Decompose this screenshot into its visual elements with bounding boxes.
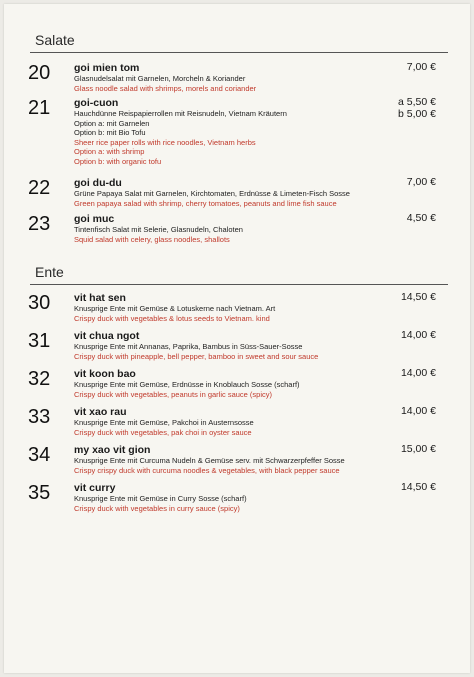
item-number: 32 [28,368,51,390]
item-price: 7,00 € [406,61,436,73]
item-description-en: Crispy duck with vegetables & lotus seeds to Vietnam. kind [74,313,270,323]
item-option-en: Option a: with shrimp [74,147,145,156]
item-description-en: Crispy duck with vegetables, pak choi in oyster sauce [74,427,252,437]
item-name: goi mien tom [74,62,140,74]
item-name: goi muc [74,213,115,225]
item-number: 35 [28,482,51,504]
item-price: 15,00 € [400,443,436,455]
item-description-en: Crispy duck with pineapple, bell pepper, bamboo in sweet and sour sauce [74,351,319,361]
item-description-de: Knusprige Ente mit Annanas, Paprika, Bambus in Süss-Sauer-Sosse [74,342,303,351]
item-description-de: Grüne Papaya Salat mit Garnelen, Kirchtomaten, Erdnüsse & Limeten-Fisch Sosse [74,189,350,198]
item-price: 14,50 € [400,291,436,303]
item-description-en: Sheer rice paper rolls with rice noodles, Vietnam herbs [74,137,256,147]
item-option-de: Option b: mit Bio Tofu [74,128,146,137]
item-price: 7,00 € [406,176,436,188]
item-description-de: Knusprige Ente mit Gemüse & Lotuskerne nach Vietnam. Art [74,304,276,313]
item-price: 14,50 € [400,481,436,493]
item-name: vit hat sen [74,292,126,304]
item-name: goi du-du [74,177,122,189]
item-number: 23 [28,213,51,235]
item-description-en: Squid salad with celery, glass noodles, shallots [74,234,230,244]
item-description-de: Glasnudelsalat mit Garnelen, Morcheln & Koriander [74,74,246,83]
item-number: 34 [28,444,51,466]
item-option-en: Option b: with organic tofu [74,156,162,166]
item-description-en: Glass noodle salad with shrimps, morels and coriander [74,83,257,93]
item-description-de: Hauchdünne Reispapierrollen mit Reisnudeln, Vietnam Kräutern [74,109,287,118]
item-name: vit koon bao [74,368,136,380]
item-name: vit curry [74,482,116,494]
item-description-en: Crispy crispy duck with curcuma noodles & vegetables, with black pepper sauce [74,465,340,475]
item-description-en: Crispy duck with vegetables, peanuts in garlic sauce (spicy) [74,389,273,399]
item-name: goi-cuon [74,97,119,109]
section-divider [30,52,448,53]
item-description-de: Knusprige Ente mit Curcuma Nudeln & Gemüse serv. mit Schwarzerpfeffer Sosse [74,456,345,465]
section-title-salate: Salate [35,32,75,48]
item-price: 14,00 € [400,329,436,341]
item-name: vit chua ngot [74,330,140,342]
item-description-en: Crispy duck with vegetables in curry sauce (spicy) [74,503,240,513]
item-name: vit xao rau [74,406,127,418]
item-price: 4,50 € [406,212,436,224]
item-number: 22 [28,177,51,199]
item-description-de: Knusprige Ente mit Gemüse, Pakchoi in Austernsosse [74,418,254,427]
item-name: my xao vit gion [74,444,151,456]
item-number: 33 [28,406,51,428]
section-divider [30,284,448,285]
item-description-de: Knusprige Ente mit Gemüse in Curry Sosse (scharf) [74,494,247,503]
item-number: 20 [28,62,51,84]
item-price-option-a: a 5,50 € [398,96,436,108]
item-price: 14,00 € [400,405,436,417]
item-option-de: Option a: mit Garnelen [74,118,150,128]
menu-page [4,4,470,673]
item-price-option-b: b 5,00 € [398,107,436,120]
item-number: 31 [28,330,51,352]
item-description-de: Knusprige Ente mit Gemüse, Erdnüsse in Knoblauch Sosse (scharf) [74,380,300,389]
section-title-ente: Ente [35,264,64,280]
item-price: 14,00 € [400,367,436,379]
item-number: 30 [28,292,51,314]
item-description-en: Green papaya salad with shrimp, cherry tomatoes, peanuts and lime fish sauce [74,198,337,208]
item-description-de: Tintenfisch Salat mit Selerie, Glasnudeln, Chaloten [74,225,243,234]
item-number: 21 [28,97,51,119]
